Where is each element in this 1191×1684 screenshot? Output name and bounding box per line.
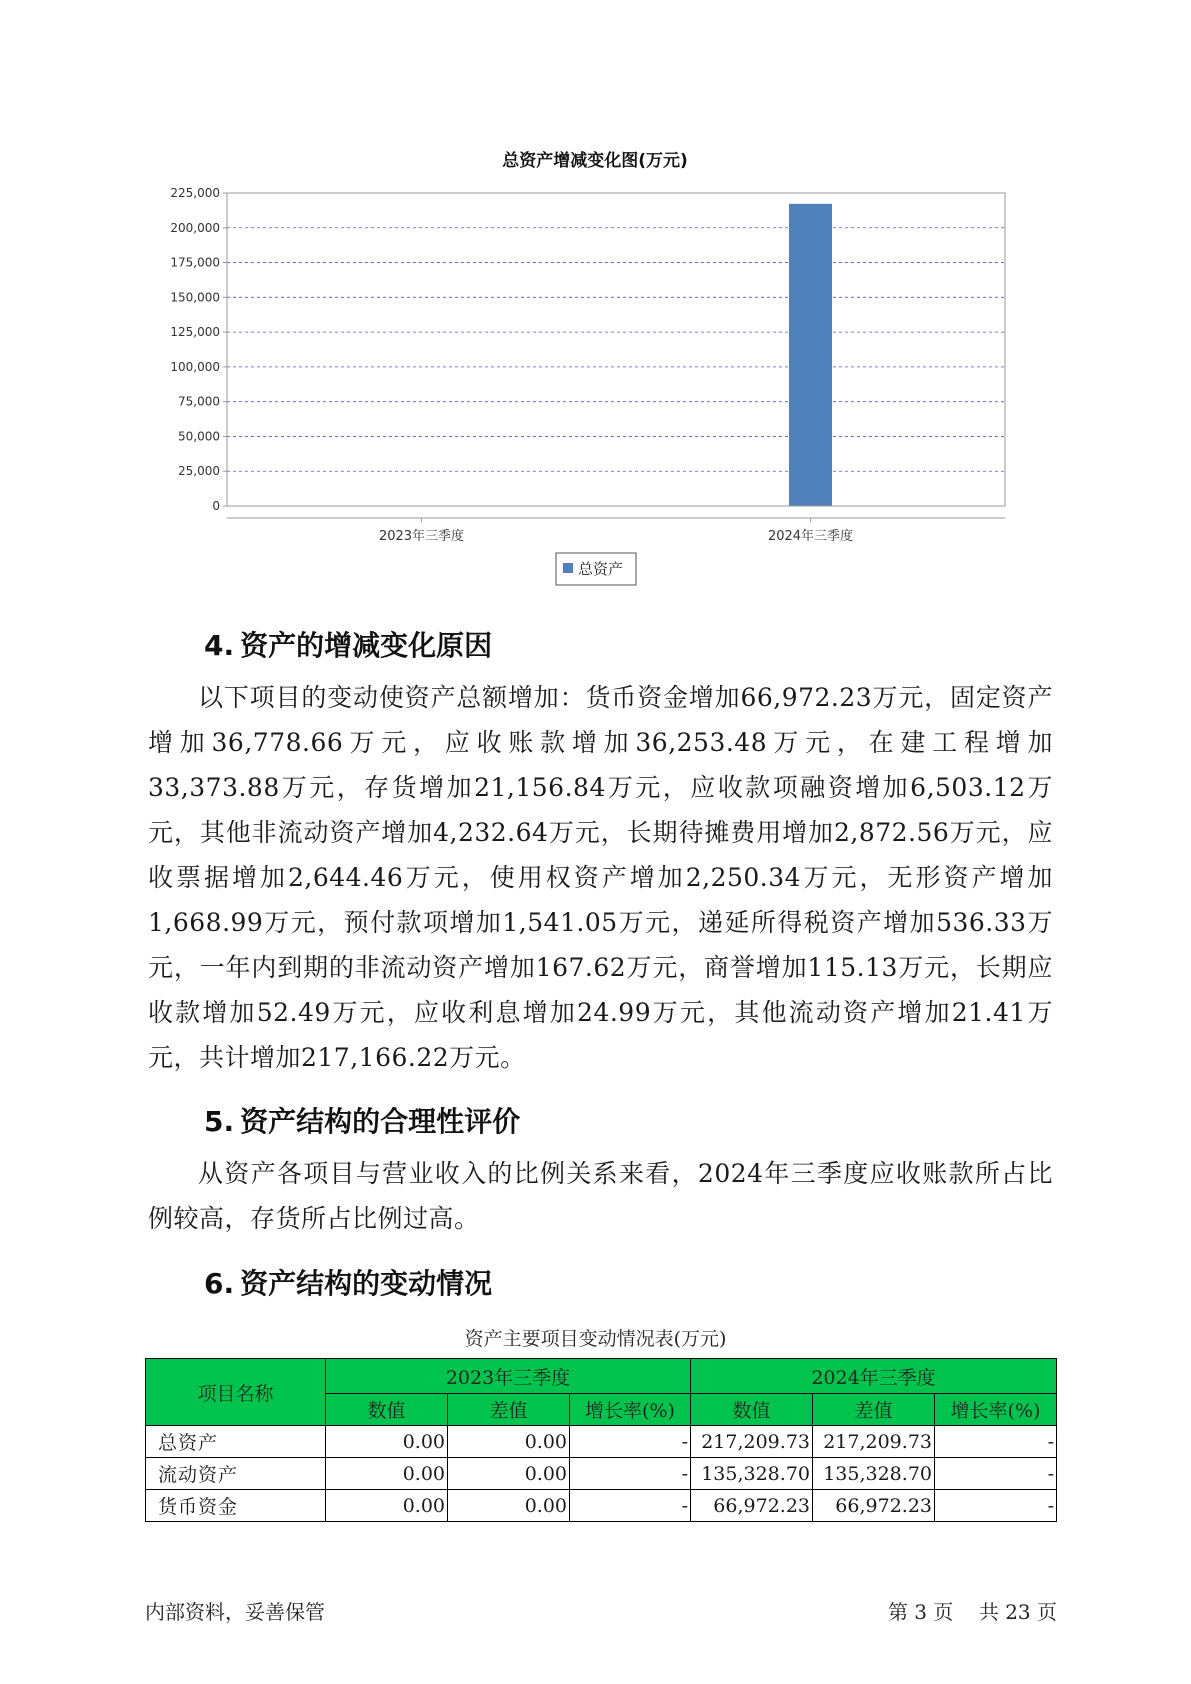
col-header-item: 项目名称 [146, 1359, 326, 1426]
cell: 217,209.73 [691, 1426, 813, 1458]
table-row [146, 1490, 1057, 1522]
row-name: 总资产 [146, 1426, 326, 1458]
paragraph: 从资产各项目与营业收入的比例关系来看，2024年三季度应收账款所占比例较高，存货所占比例过高。 [148, 1159, 1053, 1233]
page-unit: 页 [933, 1600, 954, 1624]
y-tick-label: 150,000 [170, 290, 220, 305]
y-tick-label: 0 [212, 499, 220, 513]
section-heading [204, 1100, 520, 1140]
legend-label: 总资产 [578, 560, 624, 578]
cell: - [570, 1490, 691, 1522]
x-axis-ticks [379, 518, 853, 544]
row-name: 货币资金 [146, 1490, 326, 1522]
section-title: 资产的增减变化原因 [240, 629, 493, 662]
chart-title: 总资产增减变化图(万元) [502, 151, 688, 171]
section-title: 资产结构的合理性评价 [240, 1105, 521, 1138]
legend-swatch [563, 563, 573, 573]
cell: - [935, 1426, 1057, 1458]
page-total: 23 [1005, 1600, 1031, 1624]
col-header-growth: 增长率(%) [935, 1394, 1057, 1426]
y-tick-label: 50,000 [178, 429, 220, 444]
cell: - [570, 1458, 691, 1490]
cell: 217,209.73 [813, 1426, 935, 1458]
table-row [146, 1458, 1057, 1490]
cell: 66,972.23 [813, 1490, 935, 1522]
section-number: 5. [204, 1105, 235, 1138]
asset-change-table [145, 1358, 1057, 1522]
section-number: 6. [204, 1267, 235, 1300]
cell: 135,328.70 [813, 1458, 935, 1490]
y-tick-label: 75,000 [178, 394, 220, 409]
section-number: 4. [204, 629, 235, 662]
cell: 135,328.70 [691, 1458, 813, 1490]
total-unit: 页 [1037, 1600, 1057, 1624]
bar-series [789, 204, 832, 506]
x-tick-label: 2023年三季度 [378, 529, 465, 544]
col-header-diff: 差值 [448, 1394, 570, 1426]
y-tick-label: 25,000 [178, 464, 220, 479]
section-heading [204, 1262, 492, 1302]
y-tick-label: 225,000 [170, 186, 220, 200]
cell: 0.00 [448, 1458, 570, 1490]
bar [789, 204, 832, 506]
plot-area-border [227, 193, 1005, 506]
chart-gridlines [227, 193, 1005, 471]
col-header-value: 数值 [691, 1394, 813, 1426]
row-name: 流动资产 [146, 1458, 326, 1490]
col-header-period: 2023年三季度 [326, 1359, 691, 1394]
col-header-period: 2024年三季度 [691, 1359, 1057, 1394]
page-current: 3 [914, 1600, 928, 1624]
col-header-growth: 增长率(%) [570, 1394, 691, 1426]
page-number [888, 1596, 1057, 1625]
table-caption: 资产主要项目变动情况表(万元) [464, 1328, 727, 1350]
cell: - [570, 1426, 691, 1458]
table-row [146, 1426, 1057, 1458]
col-header-diff: 差值 [813, 1394, 935, 1426]
section-heading [204, 624, 492, 664]
y-tick-label: 200,000 [170, 220, 220, 235]
paragraph: 以下项目的变动使资产总额增加：货币资金增加66,972.23万元，固定资产增加36,778.66万元，应收账款增加36,253.48万元，在建工程增加33,373.88万元，存货增加21,156.84万元，应收款项融资增加6,503.12万元，其他非流动资产增加4,232.64万元，长期待摊费用增加2,872.56万元，应收票据增加2,644.46万元，使用权资产增加2,250.34万元，无形资产增加1,668.99万元，预付款项增加1,541.05万元，递延所得税资产增加536.33万元，一年内到期的非流动资产增加167.62万元，商誉增加115.13万元，长期应收款增加52.49万元，应收利息增加24.99万元，其他流动资产增加21.41万元，共计增加217,166.22万元。 [148, 683, 1053, 1072]
chart-legend [556, 553, 636, 585]
page-prefix: 第 [887, 1600, 908, 1624]
y-tick-label: 175,000 [170, 255, 220, 270]
footer-confidential-note: 内部资料，妥善保管 [145, 1600, 325, 1624]
cell: - [935, 1490, 1057, 1522]
cell: 0.00 [448, 1426, 570, 1458]
table-header-row [146, 1359, 1057, 1394]
cell: 0.00 [326, 1426, 448, 1458]
y-tick-label: 125,000 [170, 325, 220, 340]
y-tick-label: 100,000 [170, 359, 220, 374]
section-title: 资产结构的变动情况 [240, 1267, 493, 1300]
total-assets-bar-chart [0, 0, 1191, 600]
cell: - [935, 1458, 1057, 1490]
cell: 0.00 [326, 1458, 448, 1490]
y-axis-ticks [170, 186, 227, 513]
cell: 0.00 [326, 1490, 448, 1522]
x-tick-label: 2024年三季度 [767, 529, 854, 544]
col-header-value: 数值 [326, 1394, 448, 1426]
cell: 66,972.23 [691, 1490, 813, 1522]
cell: 0.00 [448, 1490, 570, 1522]
total-prefix: 共 [978, 1600, 999, 1624]
